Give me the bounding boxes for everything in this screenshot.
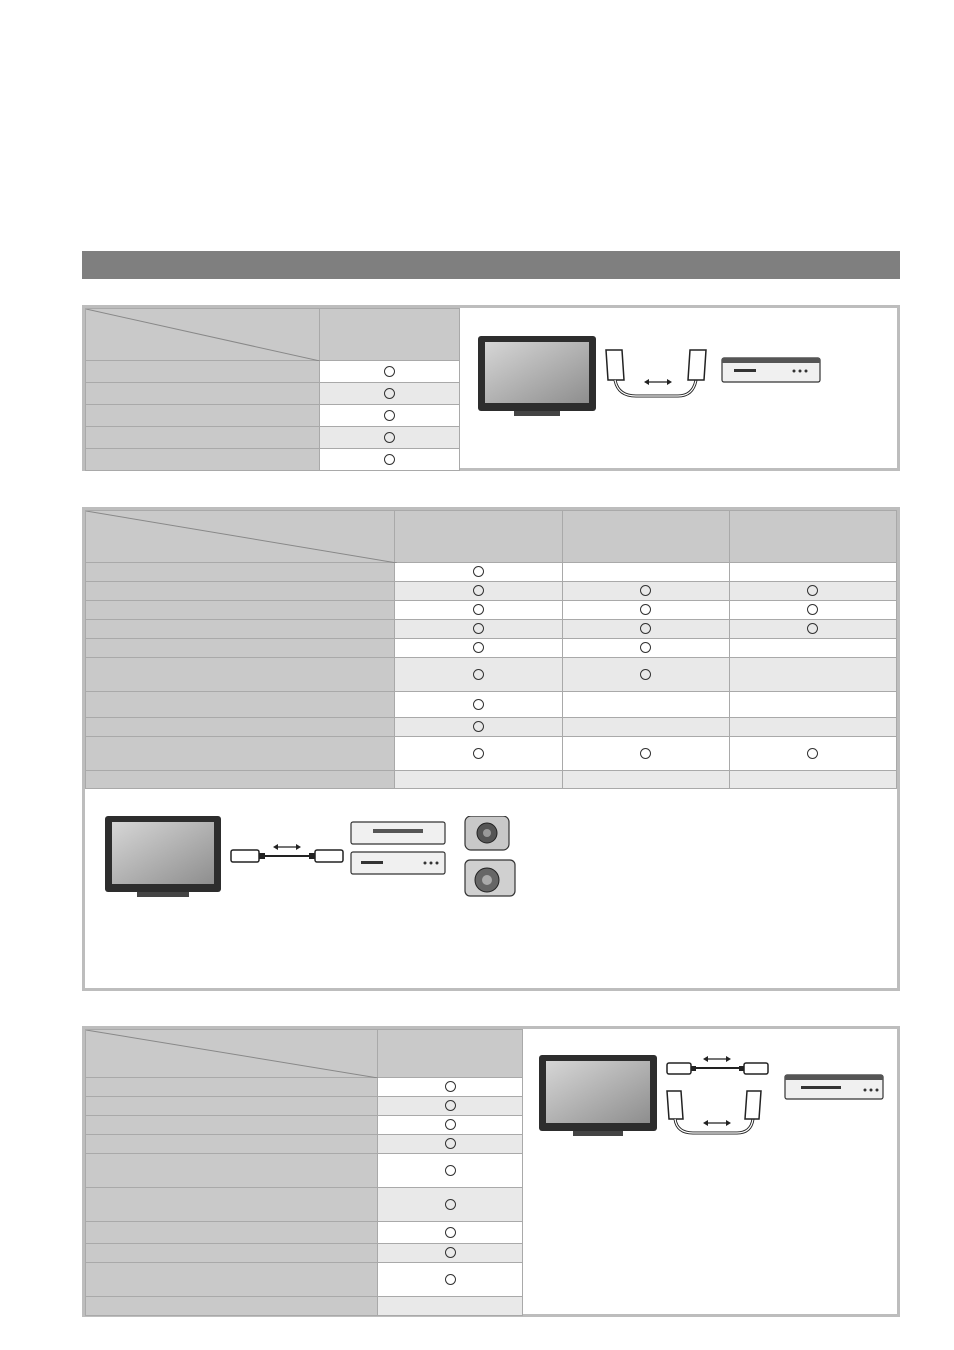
double-arrow-icon (644, 379, 672, 385)
hdmi-plug-icon (667, 1063, 696, 1074)
table-cell (320, 427, 460, 449)
available-circle-icon (384, 410, 395, 421)
camcorder-icon (465, 816, 509, 850)
row-label (86, 639, 395, 658)
combined-connection-art (539, 1049, 889, 1139)
table-cell (395, 771, 562, 789)
table-cell (320, 383, 460, 405)
scart-connection-art (478, 336, 858, 422)
table-row (86, 737, 897, 771)
available-circle-icon (445, 1119, 456, 1130)
table-cell (562, 692, 729, 718)
table-row (86, 620, 897, 639)
row-label (86, 1116, 378, 1135)
table-cell (562, 620, 729, 639)
available-circle-icon (807, 623, 818, 634)
hdmi-feature-panel (82, 507, 900, 991)
available-circle-icon (445, 1247, 456, 1258)
available-circle-icon (384, 454, 395, 465)
column-header (378, 1030, 523, 1078)
available-circle-icon (640, 585, 651, 596)
table-cell (320, 449, 460, 471)
table-cell (378, 1097, 523, 1116)
tv-icon (539, 1055, 657, 1136)
double-arrow-icon (703, 1056, 731, 1062)
column-header (562, 511, 729, 563)
available-circle-icon (473, 585, 484, 596)
table-row (86, 639, 897, 658)
row-label (86, 692, 395, 718)
row-label (86, 1097, 378, 1116)
available-circle-icon (473, 604, 484, 615)
hdmi-plug-icon (231, 850, 265, 862)
table-cell (378, 1078, 523, 1097)
scart-plug-icon (606, 350, 696, 396)
row-label (86, 1188, 378, 1222)
row-label (86, 771, 395, 789)
table-cell (395, 563, 562, 582)
table-row (86, 361, 460, 383)
table-cell (562, 718, 729, 737)
table-row (86, 718, 897, 737)
table-row (86, 405, 460, 427)
table-cell (562, 771, 729, 789)
row-label (86, 1154, 378, 1188)
table-row (86, 1078, 523, 1097)
available-circle-icon (445, 1274, 456, 1285)
row-label (86, 383, 320, 405)
available-circle-icon (473, 642, 484, 653)
table-cell (378, 1297, 523, 1316)
table-row (86, 383, 460, 405)
table-cell (378, 1154, 523, 1188)
table-row (86, 1222, 523, 1244)
scart-plug-icon (745, 1091, 761, 1119)
available-circle-icon (445, 1199, 456, 1210)
table-cell (729, 582, 896, 601)
table-row (86, 1116, 523, 1135)
table-cell (729, 639, 896, 658)
table-row (86, 1097, 523, 1116)
row-label (86, 620, 395, 639)
available-circle-icon (445, 1138, 456, 1149)
table-row (86, 449, 460, 471)
table-cell (378, 1244, 523, 1263)
table-cell (729, 737, 896, 771)
table-cell (562, 601, 729, 620)
hdmi-connection-illustration (85, 790, 897, 988)
available-circle-icon (473, 721, 484, 732)
table-cell (378, 1188, 523, 1222)
table-cell (395, 639, 562, 658)
table-row (86, 563, 897, 582)
row-label (86, 1244, 378, 1263)
table-cell (378, 1116, 523, 1135)
table-cell (729, 771, 896, 789)
table-row (86, 1244, 523, 1263)
table-cell (378, 1263, 523, 1297)
corner-diagonal (86, 309, 320, 361)
available-circle-icon (473, 748, 484, 759)
available-circle-icon (384, 366, 395, 377)
available-circle-icon (807, 604, 818, 615)
recorder-icon (785, 1075, 883, 1099)
row-label (86, 1222, 378, 1244)
column-header (395, 511, 562, 563)
table-cell (378, 1135, 523, 1154)
table-cell (562, 563, 729, 582)
hdmi-connection-art (103, 816, 523, 916)
table-row (86, 692, 897, 718)
available-circle-icon (807, 585, 818, 596)
corner-diagonal (86, 1030, 378, 1078)
table-cell (395, 620, 562, 639)
table-row (86, 771, 897, 789)
available-circle-icon (640, 669, 651, 680)
available-circle-icon (640, 623, 651, 634)
table-cell (562, 658, 729, 692)
scart-plug-icon (667, 1091, 753, 1133)
row-label (86, 601, 395, 620)
row-label (86, 361, 320, 383)
table-cell (729, 620, 896, 639)
column-header (729, 511, 896, 563)
table-cell (395, 718, 562, 737)
table-cell (395, 582, 562, 601)
table-corner-cell (86, 309, 320, 361)
table-cell (378, 1222, 523, 1244)
table-cell (729, 658, 896, 692)
available-circle-icon (445, 1165, 456, 1176)
tv-icon (105, 816, 221, 897)
table-cell (562, 737, 729, 771)
available-circle-icon (807, 748, 818, 759)
dvd-recorder-icon (722, 358, 820, 382)
table-row (86, 582, 897, 601)
row-label (86, 1297, 378, 1316)
available-circle-icon (445, 1100, 456, 1111)
combined-feature-panel (82, 1026, 900, 1317)
table-row (86, 1263, 523, 1297)
row-label (86, 563, 395, 582)
row-label (86, 1135, 378, 1154)
table-cell (395, 601, 562, 620)
table-cell (320, 405, 460, 427)
available-circle-icon (445, 1227, 456, 1238)
table-row (86, 427, 460, 449)
row-label (86, 658, 395, 692)
dvd-player-icon (351, 852, 445, 874)
available-circle-icon (473, 623, 484, 634)
table-corner-cell (86, 511, 395, 563)
available-circle-icon (384, 388, 395, 399)
table-cell (729, 718, 896, 737)
available-circle-icon (473, 699, 484, 710)
available-circle-icon (640, 642, 651, 653)
digital-camera-icon (465, 860, 515, 896)
column-header (320, 309, 460, 361)
table-cell (395, 692, 562, 718)
combined-feature-table (85, 1029, 523, 1316)
scart-connection-illustration (459, 308, 897, 468)
available-circle-icon (640, 748, 651, 759)
row-label (86, 1078, 378, 1097)
scart-plug-icon (688, 350, 706, 380)
vcr-icon (351, 822, 445, 844)
table-cell (729, 563, 896, 582)
table-row (86, 658, 897, 692)
table-cell (562, 582, 729, 601)
row-label (86, 737, 395, 771)
tv-icon (478, 336, 596, 416)
table-cell (562, 639, 729, 658)
table-row (86, 1188, 523, 1222)
available-circle-icon (640, 604, 651, 615)
available-circle-icon (473, 566, 484, 577)
double-arrow-icon (703, 1120, 731, 1126)
double-arrow-icon (273, 844, 301, 850)
available-circle-icon (445, 1081, 456, 1092)
section-banner (82, 251, 900, 279)
available-circle-icon (473, 669, 484, 680)
row-label (86, 1263, 378, 1297)
scart-feature-table (85, 308, 460, 471)
row-label (86, 718, 395, 737)
hdmi-plug-icon (739, 1063, 768, 1074)
table-cell (395, 737, 562, 771)
table-cell (320, 361, 460, 383)
scart-feature-panel (82, 305, 900, 471)
table-corner-cell (86, 1030, 378, 1078)
available-circle-icon (384, 432, 395, 443)
table-cell (729, 692, 896, 718)
row-label (86, 449, 320, 471)
row-label (86, 427, 320, 449)
table-cell (729, 601, 896, 620)
table-row (86, 1297, 523, 1316)
hdmi-feature-table (85, 510, 897, 789)
row-label (86, 582, 395, 601)
hdmi-plug-icon (309, 850, 343, 862)
table-cell (395, 658, 562, 692)
corner-diagonal (86, 511, 397, 563)
table-row (86, 601, 897, 620)
row-label (86, 405, 320, 427)
table-row (86, 1135, 523, 1154)
table-row (86, 1154, 523, 1188)
combined-connection-illustration (522, 1029, 897, 1314)
